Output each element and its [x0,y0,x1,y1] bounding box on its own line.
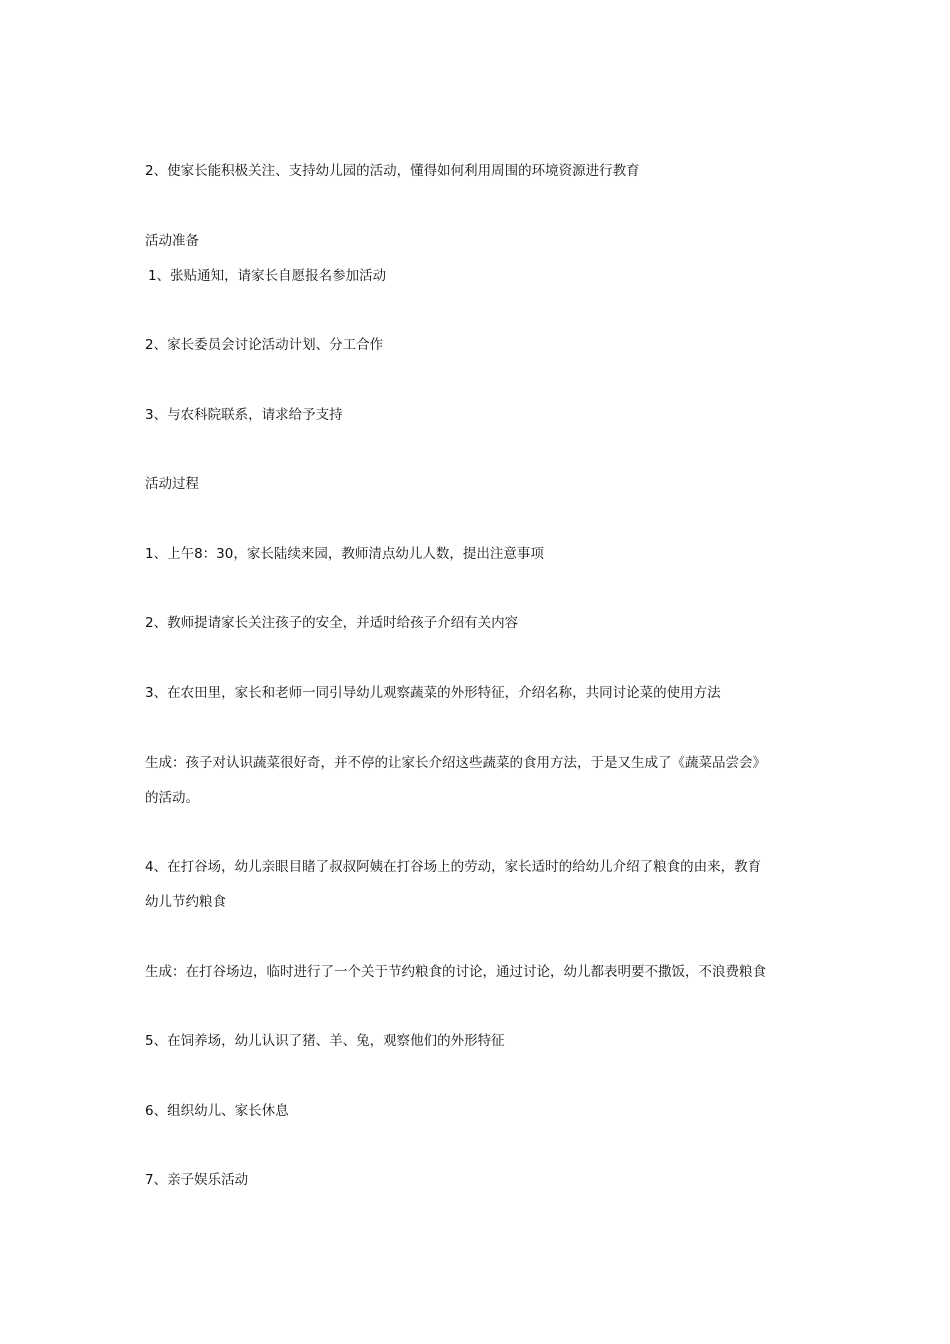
generation-note-2: 生成：在打谷场边，临时进行了一个关于节约粮食的讨论，通过讨论，幼儿都表明要不撒饭，不浪费粮食 [145,964,766,980]
process-item-6: 6、组织幼儿、家长休息 [145,1103,289,1119]
process-item-3: 3、在农田里，家长和老师一同引导幼儿观察蔬菜的外形特征，介绍名称，共同讨论菜的使用方法 [145,685,721,701]
section-heading-process: 活动过程 [145,476,199,492]
generation-note-1-line-1: 生成：孩子对认识蔬菜很好奇，并不停的让家长介绍这些蔬菜的食用方法，于是又生成了《蔬菜品尝会》 [145,755,766,771]
preparation-item-1: 1、张贴通知，请家长自愿报名参加活动 [148,268,387,284]
process-item-7: 7、亲子娱乐活动 [145,1172,249,1188]
preparation-item-2: 2、家长委员会讨论活动计划、分工合作 [145,337,384,353]
generation-note-1-line-2: 的活动。 [145,790,199,806]
section-heading-preparation: 活动准备 [145,233,199,249]
process-item-4-line-2: 幼儿节约粮食 [145,894,226,910]
preparation-item-3: 3、与农科院联系，请求给予支持 [145,407,343,423]
goal-item-2: 2、使家长能积极关注、支持幼儿园的活动，懂得如何利用周围的环境资源进行教育 [145,163,640,179]
process-item-4-line-1: 4、在打谷场，幼儿亲眼目睹了叔叔阿姨在打谷场上的劳动，家长适时的给幼儿介绍了粮食的由来，教育 [145,859,762,875]
process-item-5: 5、在饲养场，幼儿认识了猪、羊、兔，观察他们的外形特征 [145,1033,505,1049]
process-item-2: 2、教师提请家长关注孩子的安全，并适时给孩子介绍有关内容 [145,615,519,631]
process-item-1: 1、上午8：30，家长陆续来园，教师清点幼儿人数，提出注意事项 [145,546,544,562]
